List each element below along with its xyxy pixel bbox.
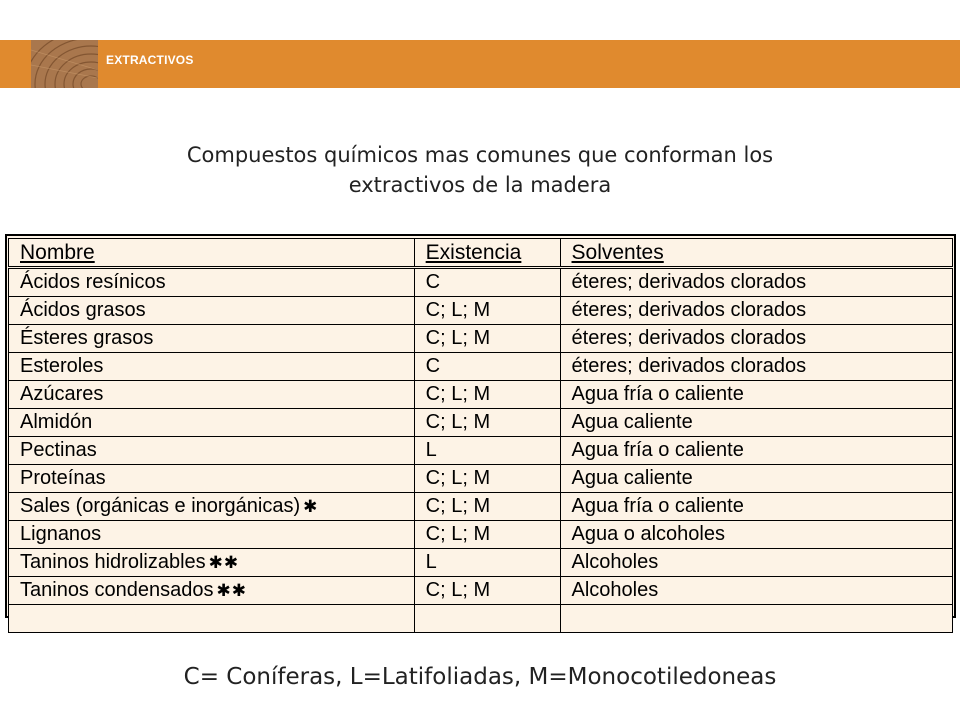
table-row	[9, 605, 953, 633]
cell-existencia: C	[414, 268, 560, 297]
cell-nombre	[9, 437, 415, 465]
compound-name: Ácidos resínicos	[20, 271, 166, 293]
asterisk-mark: ✱✱	[216, 581, 247, 600]
column-header-nombre: Nombre	[9, 239, 415, 268]
asterisk-mark: ✱✱	[208, 553, 240, 572]
cell-nombre	[9, 297, 415, 325]
table-row	[9, 353, 953, 381]
cell-nombre	[9, 353, 415, 381]
cell-existencia: L	[414, 437, 560, 465]
table-panel	[0, 225, 960, 623]
cell-existencia: C; L; M	[414, 325, 560, 353]
cell-nombre	[9, 465, 415, 493]
cell-existencia: C; L; M	[414, 577, 560, 605]
table-row	[9, 549, 953, 577]
compound-name: Taninos condensados	[20, 579, 214, 601]
cell-solventes: Alcoholes	[560, 577, 952, 605]
cell-solventes: Agua fría o caliente	[560, 493, 952, 521]
compound-name: Taninos hidrolizables	[20, 551, 206, 573]
table-row	[9, 381, 953, 409]
compound-name: Esteroles	[20, 355, 104, 377]
abbreviation-legend: C= Coníferas, L=Latifoliadas, M=Monocotiledoneas	[183, 664, 777, 690]
table-row	[9, 325, 953, 353]
compound-name: Ácidos grasos	[20, 299, 146, 321]
cell-nombre	[9, 268, 415, 297]
table-row	[9, 437, 953, 465]
compound-name: Almidón	[20, 411, 93, 433]
cell-existencia: C	[414, 353, 560, 381]
cell-nombre	[9, 605, 415, 633]
cell-solventes: Agua o alcoholes	[560, 521, 952, 549]
column-header-solventes: Solventes	[560, 239, 952, 268]
table-row	[9, 297, 953, 325]
table-row	[9, 268, 953, 297]
cell-nombre	[9, 381, 415, 409]
cell-existencia	[414, 605, 560, 633]
cell-existencia: C; L; M	[414, 521, 560, 549]
cell-existencia: C; L; M	[414, 465, 560, 493]
cell-existencia: C; L; M	[414, 409, 560, 437]
heading-line-1: Compuestos químicos mas comunes que conforman los	[186, 143, 774, 167]
cell-existencia: L	[414, 549, 560, 577]
cell-solventes: Agua caliente	[560, 465, 952, 493]
heading-line-2: extractivos de la madera	[348, 173, 612, 197]
cell-solventes: Agua caliente	[560, 409, 952, 437]
cell-solventes: éteres; derivados clorados	[560, 297, 952, 325]
cell-solventes: Alcoholes	[560, 549, 952, 577]
compound-name: Ésteres grasos	[20, 327, 154, 349]
cell-solventes: éteres; derivados clorados	[560, 268, 952, 297]
compound-name: Pectinas	[20, 439, 97, 461]
cell-solventes	[560, 605, 952, 633]
cell-solventes: Agua fría o caliente	[560, 437, 952, 465]
table-row	[9, 493, 953, 521]
cell-nombre	[9, 409, 415, 437]
column-header-existencia: Existencia	[414, 239, 560, 268]
cell-solventes: éteres; derivados clorados	[560, 325, 952, 353]
page-heading	[80, 140, 880, 200]
section-title: EXTRACTIVOS	[106, 53, 194, 67]
asterisk-mark: ✱	[303, 497, 319, 516]
compound-name: Proteínas	[20, 467, 106, 489]
cell-solventes: Agua fría o caliente	[560, 381, 952, 409]
table-header-row	[9, 239, 953, 268]
table-row	[9, 577, 953, 605]
cell-existencia: C; L; M	[414, 381, 560, 409]
cell-nombre	[9, 521, 415, 549]
extractives-table	[8, 238, 953, 633]
cell-nombre	[9, 493, 415, 521]
table-row	[9, 465, 953, 493]
cell-existencia: C; L; M	[414, 297, 560, 325]
table-row	[9, 521, 953, 549]
cell-nombre	[9, 325, 415, 353]
compound-name: Sales (orgánicas e inorgánicas)	[20, 495, 301, 517]
compound-name: Azúcares	[20, 383, 104, 405]
cell-nombre	[9, 549, 415, 577]
cell-solventes: éteres; derivados clorados	[560, 353, 952, 381]
wood-cross-section-image	[31, 40, 98, 88]
compound-name: Lignanos	[20, 523, 102, 545]
cell-existencia: C; L; M	[414, 493, 560, 521]
table-row	[9, 409, 953, 437]
cell-nombre	[9, 577, 415, 605]
